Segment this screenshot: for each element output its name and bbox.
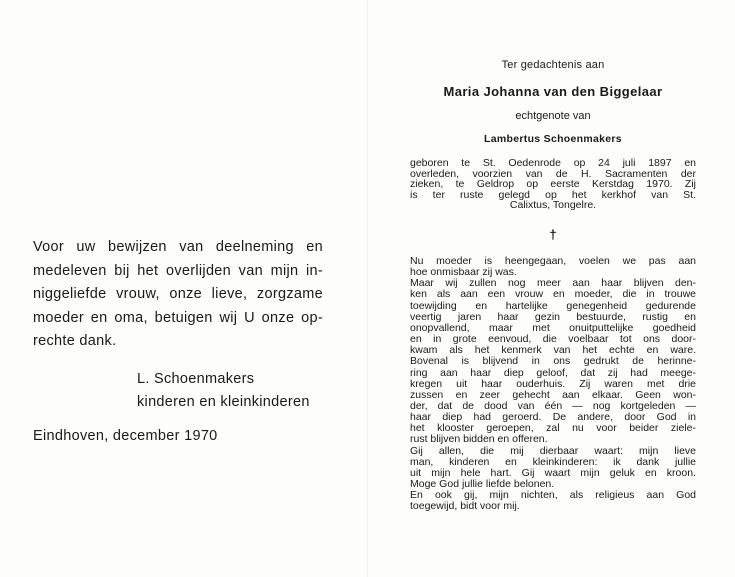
poem-line: ken als aan een vrouw en moeder, die in trouwe [410, 288, 696, 301]
poem-line: toegewijd, bidt voor mij. [410, 500, 520, 513]
poem-line: ring aan haar diep geloof, dat zij had meege- [410, 366, 696, 379]
cross-icon: † [549, 226, 557, 242]
poem-line: En ook gij, mijn nichten, als religieus aan God [410, 489, 696, 502]
spouse-label: echtgenote van [515, 110, 591, 122]
poem-line: haar diep had geroerd. De andere, door God in [410, 411, 696, 424]
intro-heading: Ter gedachtenis aan [501, 59, 605, 71]
poem-line: Moge God jullie liefde belonen. [410, 478, 555, 491]
bio-line: geboren te St. Oedenrode op 24 juli 1897 en [410, 157, 696, 169]
deceased-name: Maria Johanna van den Biggelaar [443, 84, 663, 99]
poem-line: kwam als het kenmerk van het echte en ware. [410, 344, 696, 357]
thanks-line: niggeliefde vrouw, onze lieve, zorgzame [33, 286, 323, 302]
poem-line: zussen en zeer gehecht aan elkaar. Geen won- [410, 388, 696, 401]
thanks-panel [33, 236, 323, 415]
poem-line: Bovenal is blijvend in ons gedrukt de herinne- [410, 355, 696, 368]
thanks-line: Voor uw bewijzen van deelneming en [33, 239, 323, 255]
poem-line: man, kinderen en kleinkinderen: ik dank jullie [410, 455, 696, 468]
thanks-line: moeder en oma, betuigen wij U onze op- [33, 309, 323, 326]
place-date: Eindhoven, december 1970 [33, 428, 218, 444]
signature-block [137, 368, 323, 415]
bio-line: is ter ruste gelegd op het kerkhof van St. [410, 188, 696, 201]
poem-line: onopvallend, maar met onuitputtelijke goedheid [410, 321, 696, 334]
poem-line: kregen uit haar ouderhuis. Zij waren met drie [410, 377, 696, 390]
biography [410, 158, 696, 211]
poem-line: veertig jaren haar gezin bestuurde, rustig en [410, 310, 696, 323]
poem-line: toewijding en hartelijke genegenheid gedurende [410, 299, 696, 312]
bio-line: Calixtus, Tongelre. [509, 199, 597, 212]
poem-line: Gij allen, die mij dierbaar waart: mijn lieve [410, 444, 696, 457]
signature-family: kinderen en kleinkinderen [137, 394, 310, 410]
thanks-line: medeleven bij het overlijden van mijn in- [33, 262, 323, 279]
poem-line: hoe onmisbaar zij was. [410, 266, 517, 279]
bio-line: overleden, voorzien van de H. Sacramenten der [410, 167, 696, 180]
bio-line: zieken, te Geldrop op eerste Kerstdag 1970. Zij [410, 178, 696, 191]
thanks-message [33, 236, 323, 354]
thanks-line: rechte dank. [33, 333, 117, 349]
remembrance-text [410, 256, 696, 513]
poem-line: Nu moeder is heengegaan, voelen we pas aan [410, 254, 696, 267]
remembrance-panel [410, 58, 696, 513]
spouse-name: Lambertus Schoenmakers [484, 133, 622, 145]
poem-line: Maar wij zullen nog meer aan haar blijven den- [410, 277, 696, 290]
poem-line: der, dat de dood van één — nog kortgeleden — [410, 400, 696, 412]
poem-line: het klooster geroepen, zal nu voor beider ziele- [410, 422, 696, 435]
poem-line: uit mijn hele hart. Gij waart mijn geluk en kroon. [410, 466, 696, 479]
signature-name: L. Schoenmakers [137, 370, 255, 387]
card-fold-line [367, 0, 368, 577]
poem-line: rust blijven bidden en offeren. [410, 433, 548, 446]
poem-line: en in grote eenvoud, die voelbaar tot ons door- [410, 333, 696, 346]
